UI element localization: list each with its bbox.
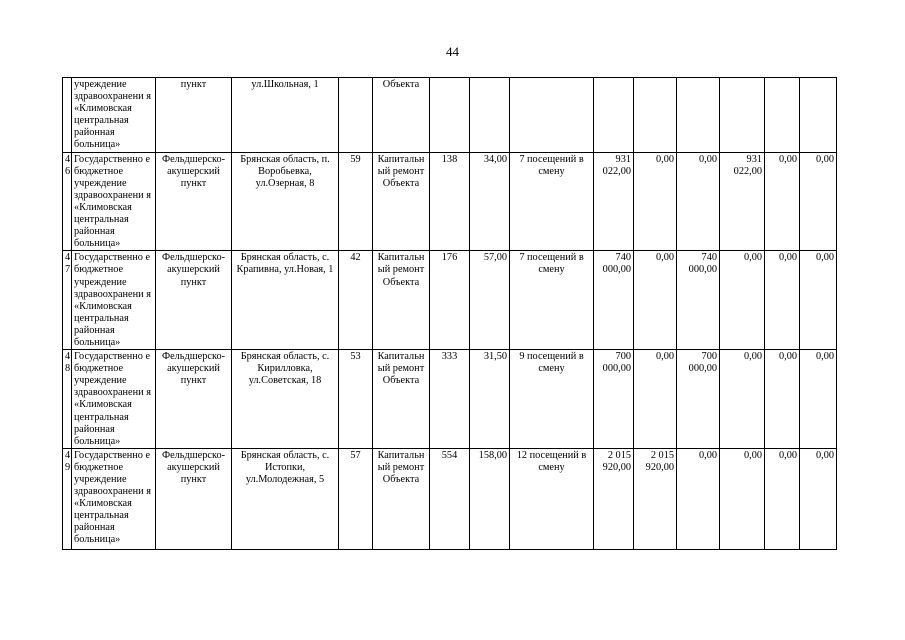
table-row xyxy=(63,152,837,251)
cell-object-type: Фельдшерско-акушерский пункт xyxy=(156,448,232,549)
cell-organization: Государственно е бюджетное учреждение здравоохранени я «Климовская центральная районная больница» xyxy=(72,152,156,251)
cell-object-type: Фельдшерско-акушерский пункт xyxy=(156,350,232,449)
cell-other-1 xyxy=(765,78,800,153)
cell-address: Брянская область, с. Истопки, ул.Молодежная, 5 xyxy=(232,448,339,549)
cell-wear: 34,00 xyxy=(470,152,510,251)
cell-capacity: 7 посещений в смену xyxy=(510,152,594,251)
cell-budget-local: 931 022,00 xyxy=(720,152,765,251)
cell-object-type: Фельдшерско-акушерский пункт xyxy=(156,251,232,350)
cell-fund xyxy=(634,78,677,153)
cell-num: 46 xyxy=(63,152,72,251)
cell-code: 53 xyxy=(339,350,373,449)
cell-other-1: 0,00 xyxy=(765,251,800,350)
cell-wear: 158,00 xyxy=(470,448,510,549)
cell-work-type: Объекта xyxy=(373,78,430,153)
cell-budget-local: 0,00 xyxy=(720,251,765,350)
cell-capacity: 12 посещений в смену xyxy=(510,448,594,549)
cell-work-type: Капитальн ый ремонт Объекта xyxy=(373,350,430,449)
cell-other-2: 0,00 xyxy=(800,152,837,251)
table-row xyxy=(63,448,837,549)
page-number: 44 xyxy=(446,44,459,59)
cell-area: 554 xyxy=(430,448,470,549)
cell-code: 42 xyxy=(339,251,373,350)
cell-total: 931 022,00 xyxy=(594,152,634,251)
cell-address: ул.Школьная, 1 xyxy=(232,78,339,153)
cell-organization: Государственно е бюджетное учреждение здравоохранени я «Климовская центральная районная больница» xyxy=(72,350,156,449)
table-row-continuation xyxy=(63,78,837,153)
cell-budget-region xyxy=(677,78,720,153)
cell-area: 333 xyxy=(430,350,470,449)
cell-other-2: 0,00 xyxy=(800,251,837,350)
cell-capacity: 9 посещений в смену xyxy=(510,350,594,449)
cell-num: 47 xyxy=(63,251,72,350)
cell-num: 49 xyxy=(63,448,72,549)
cell-address: Брянская область, п. Воробьевка, ул.Озерная, 8 xyxy=(232,152,339,251)
cell-area: 176 xyxy=(430,251,470,350)
objects-table xyxy=(62,77,837,550)
cell-fund: 0,00 xyxy=(634,152,677,251)
cell-wear: 31,50 xyxy=(470,350,510,449)
cell-wear xyxy=(470,78,510,153)
cell-budget-region: 740 000,00 xyxy=(677,251,720,350)
cell-object-type: пункт xyxy=(156,78,232,153)
cell-object-type: Фельдшерско-акушерский пункт xyxy=(156,152,232,251)
cell-organization: Государственно е бюджетное учреждение здравоохранени я «Климовская центральная районная больница» xyxy=(72,251,156,350)
cell-fund: 0,00 xyxy=(634,350,677,449)
cell-work-type: Капитальн ый ремонт Объекта xyxy=(373,152,430,251)
cell-total: 700 000,00 xyxy=(594,350,634,449)
cell-fund: 2 015 920,00 xyxy=(634,448,677,549)
cell-num: 48 xyxy=(63,350,72,449)
cell-total: 740 000,00 xyxy=(594,251,634,350)
cell-area: 138 xyxy=(430,152,470,251)
cell-other-2: 0,00 xyxy=(800,350,837,449)
cell-budget-local: 0,00 xyxy=(720,448,765,549)
cell-other-1: 0,00 xyxy=(765,350,800,449)
cell-organization: Государственно е бюджетное учреждение здравоохранени я «Климовская центральная районная больница» xyxy=(72,448,156,549)
cell-budget-region: 0,00 xyxy=(677,448,720,549)
cell-code: 59 xyxy=(339,152,373,251)
cell-organization: учреждение здравоохранени я «Климовская центральная районная больница» xyxy=(72,78,156,153)
cell-capacity: 7 посещений в смену xyxy=(510,251,594,350)
cell-work-type: Капитальн ый ремонт Объекта xyxy=(373,448,430,549)
cell-budget-local xyxy=(720,78,765,153)
cell-area xyxy=(430,78,470,153)
cell-budget-region: 700 000,00 xyxy=(677,350,720,449)
cell-total xyxy=(594,78,634,153)
table-row xyxy=(63,251,837,350)
cell-budget-local: 0,00 xyxy=(720,350,765,449)
cell-total: 2 015 920,00 xyxy=(594,448,634,549)
table-row xyxy=(63,350,837,449)
cell-other-2: 0,00 xyxy=(800,448,837,549)
cell-other-1: 0,00 xyxy=(765,152,800,251)
cell-capacity xyxy=(510,78,594,153)
cell-other-1: 0,00 xyxy=(765,448,800,549)
cell-fund: 0,00 xyxy=(634,251,677,350)
cell-code xyxy=(339,78,373,153)
cell-work-type: Капитальн ый ремонт Объекта xyxy=(373,251,430,350)
cell-wear: 57,00 xyxy=(470,251,510,350)
cell-other-2 xyxy=(800,78,837,153)
cell-num xyxy=(63,78,72,153)
cell-code: 57 xyxy=(339,448,373,549)
cell-address: Брянская область, с. Крапивна, ул.Новая, 1 xyxy=(232,251,339,350)
cell-address: Брянская область, с. Кирилловка, ул.Советская, 18 xyxy=(232,350,339,449)
cell-budget-region: 0,00 xyxy=(677,152,720,251)
